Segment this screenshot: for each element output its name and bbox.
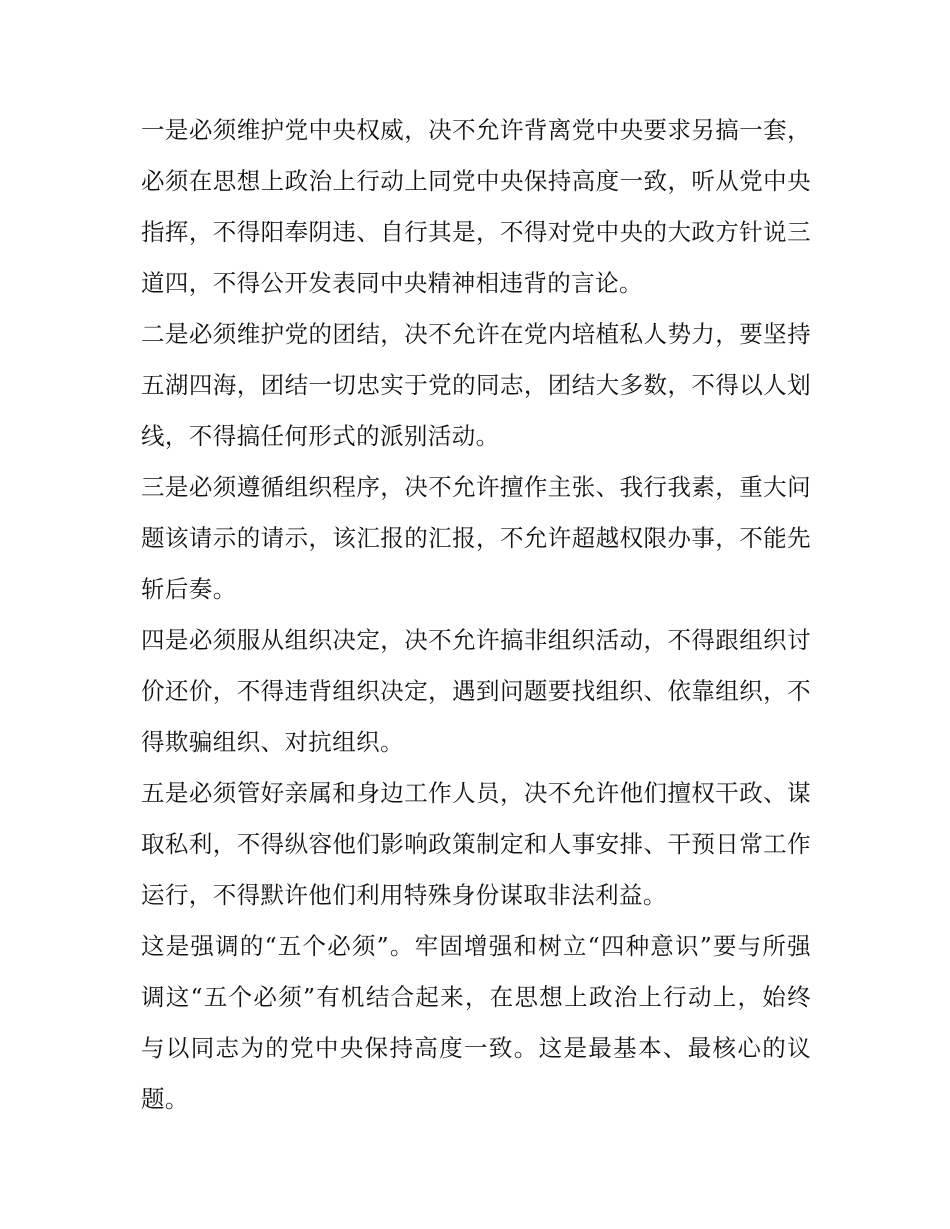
document-body bbox=[141, 105, 811, 1125]
paragraph-two: 二是必须维护党的团结，决不允许在党内培植私人势力，要坚持五湖四海，团结一切忠实于党的同志，团结大多数，不得以人划线，不得搞任何形式的派别活动。 bbox=[141, 320, 811, 450]
paragraph-three: 三是必须遵循组织程序，决不允许擅作主张、我行我素，重大问题该请示的请示，该汇报的汇报，不允许超越权限办事，不能先斩后奏。 bbox=[141, 473, 811, 603]
paragraph-five: 五是必须管好亲属和身边工作人员，决不允许他们擅权干政、谋取私利，不得纵容他们影响政策制定和人事安排、干预日常工作运行，不得默许他们利用特殊身份谋取非法利益。 bbox=[141, 779, 811, 909]
paragraph-summary: 这是强调的“五个必须”。牢固增强和树立“四种意识”要与所强调这“五个必须”有机结合起来，在思想上政治上行动上，始终与以同志为的党中央保持高度一致。这是最基本、最核心的议题。 bbox=[141, 932, 811, 1113]
paragraph-one: 一是必须维护党中央权威，决不允许背离党中央要求另搞一套，必须在思想上政治上行动上同党中央保持高度一致，听从党中央指挥，不得阳奉阴违、自行其是，不得对党中央的大政方针说三道四，不得公开发表同中央精神相违背的言论。 bbox=[141, 116, 811, 297]
paragraph-four: 四是必须服从组织决定，决不允许搞非组织活动，不得跟组织讨价还价，不得违背组织决定，遇到问题要找组织、依靠组织，不得欺骗组织、对抗组织。 bbox=[141, 626, 811, 756]
